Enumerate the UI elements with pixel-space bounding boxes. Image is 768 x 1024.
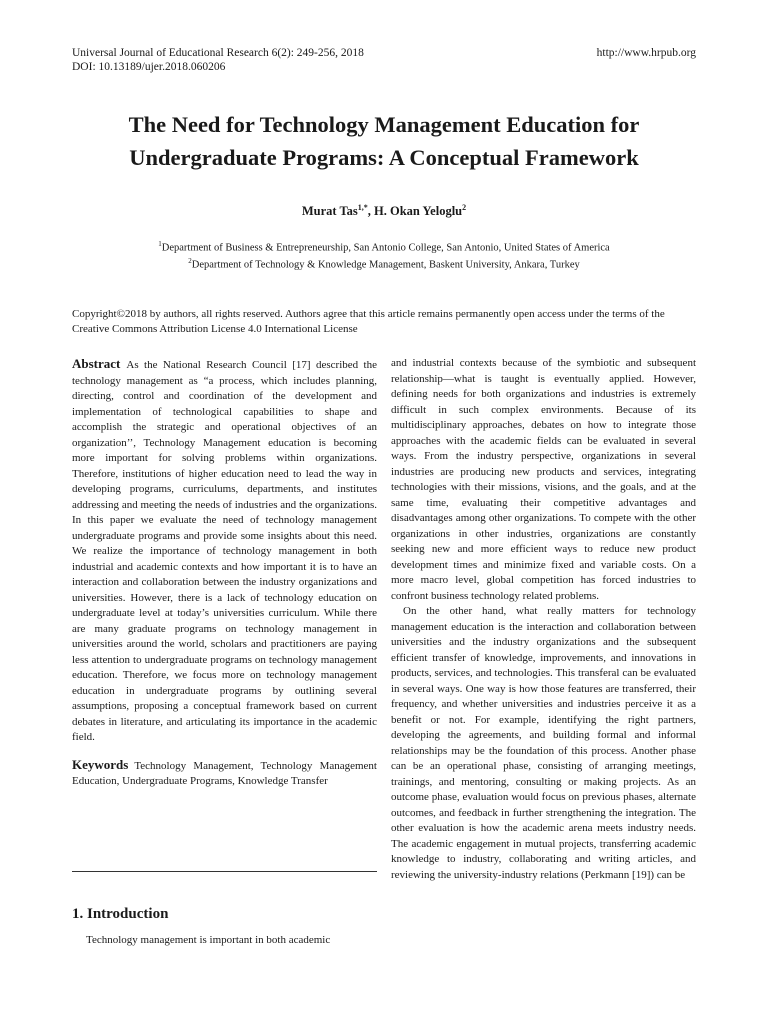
copyright-notice: Copyright©2018 by authors, all rights reserved. Authors agree that this article remains permanently open access under the terms of the Creative Commons Attribution License 4.0 International License: [72, 308, 665, 335]
journal-citation: Universal Journal of Educational Research 6(2): 249-256, 2018: [72, 47, 364, 59]
affiliation-line: [60, 255, 708, 272]
introduction-text: Technology management is important in both academic: [86, 934, 331, 946]
abstract-text: As the National Research Council [17] described the technology management as “a process, which includes planning, directing, control and coordination of the development and implementation of technological capabilities to shape and accomplish the strategic and operational objectives of an organization’’, Technology Management education is becoming more important for solving problems within organizations. Therefore, institutions of higher education need to lead the way in developing programs, curriculums, departments, and institutes addressing and meeting the needs of industries and the organizations. In this paper we evaluate the need of technology management undergraduate programs and provide some insights about this need. We realize the importance of technology management in both industrial and academic contexts and how important it is to have an interaction and collaboration between the industry organizations and universities. However, there is a lack of technology education on undergraduate level at today’s universities curriculum. While there are many graduate programs on technology management in universities around the world, scholars and practitioners are paying less attention to undergraduate programs on technology management education. Therefore, we focus more on technology management education in undergraduate programs by outlining several assumptions, proposing a conceptual framework based on current debates in literature, and articulating its importance in the academic field.: [72, 359, 377, 743]
paper-title: The Need for Technology Management Education for Undergraduate Programs: A Conceptual Framework: [128, 112, 640, 170]
affiliation-line: [60, 238, 708, 255]
body-paragraph: and industrial contexts because of the symbiotic and subsequent relationship—what is taught is eventually applied. However, defining needs for both organizations and industries is extremely difficult in such complex environments. Because of its multidisciplinary approaches, debates on how to integrate those approaches with the academic fields can be evaluated in several ways. From the industry perspective, organizations in several industries are producing new products and services, integrating technologies with their missions, visions, and the goals, and at the same time, evaluating their competitive advantages and disadvantages among other organizations. To compete with the other organizations in other industries, organizations are constantly seeking new and more efficient ways to reduce new product development times and minimize fixed and variable costs. On a more macro level, global competition has forced industries to confront business technology related problems.: [391, 357, 696, 602]
keywords: [72, 757, 377, 790]
right-column: [391, 356, 696, 883]
keywords-label: Keywords: [72, 756, 129, 772]
affiliations: [60, 238, 708, 272]
section-heading-introduction: 1. Introduction: [72, 906, 169, 922]
affiliation-text: Department of Technology & Knowledge Management, Baskent University, Ankara, Turkey: [191, 259, 580, 271]
abstract: [72, 356, 377, 746]
affiliation-text: Department of Business & Entrepreneurship, San Antonio College, San Antonio, United States of America: [161, 242, 610, 254]
affiliation-number: 1: [158, 240, 162, 248]
affiliation-number: 2: [188, 257, 192, 265]
left-column: [72, 356, 377, 790]
keywords-text: Technology Management, Technology Management Education, Undergraduate Programs, Knowledge Transfer: [72, 759, 377, 787]
body-paragraph: On the other hand, what really matters for technology management education is the interaction and collaboration between universities and the industry organizations and the subsequent efficient transfer of knowledge, improvements, and innovations in products, services, and technologies. This transferal can be evaluated in several ways. One way is how those features are transferred, their frequency, and whether universities and industries perceive it as a benefit or not. For example, identifying the right partners, developing the agreements, and building formal and informal relationships may be the foundation of this process. Another phase can be an operational phase, consisting of arranging meetings, trainings, and mentoring, consulting or making projects. As an outcome phase, evaluation would focus on previous phases, alternate outcomes, and feedback in further strengthening the integration. The other evaluation is how the academic arena meets industry needs. The academic engagement in mutual projects, transferring academic knowledge to industry, collaborating and writing articles, and reviewing the university-industry relations (Perkmann [19]) can be: [391, 605, 696, 881]
journal-url[interactable]: http://www.hrpub.org: [596, 47, 696, 59]
doi: DOI: 10.13189/ujer.2018.060206: [72, 61, 226, 73]
author-list: [60, 203, 708, 219]
author-name: H. Okan Yeloglu: [374, 204, 463, 219]
abstract-label: Abstract: [72, 356, 121, 371]
author-name: Murat Tas: [301, 204, 358, 219]
journal-header: [72, 46, 364, 74]
section-divider: [72, 871, 377, 872]
author-affiliation-marker: 2: [462, 203, 467, 212]
author-separator: ,: [367, 204, 375, 219]
author-affiliation-marker: 1,*: [357, 203, 368, 212]
